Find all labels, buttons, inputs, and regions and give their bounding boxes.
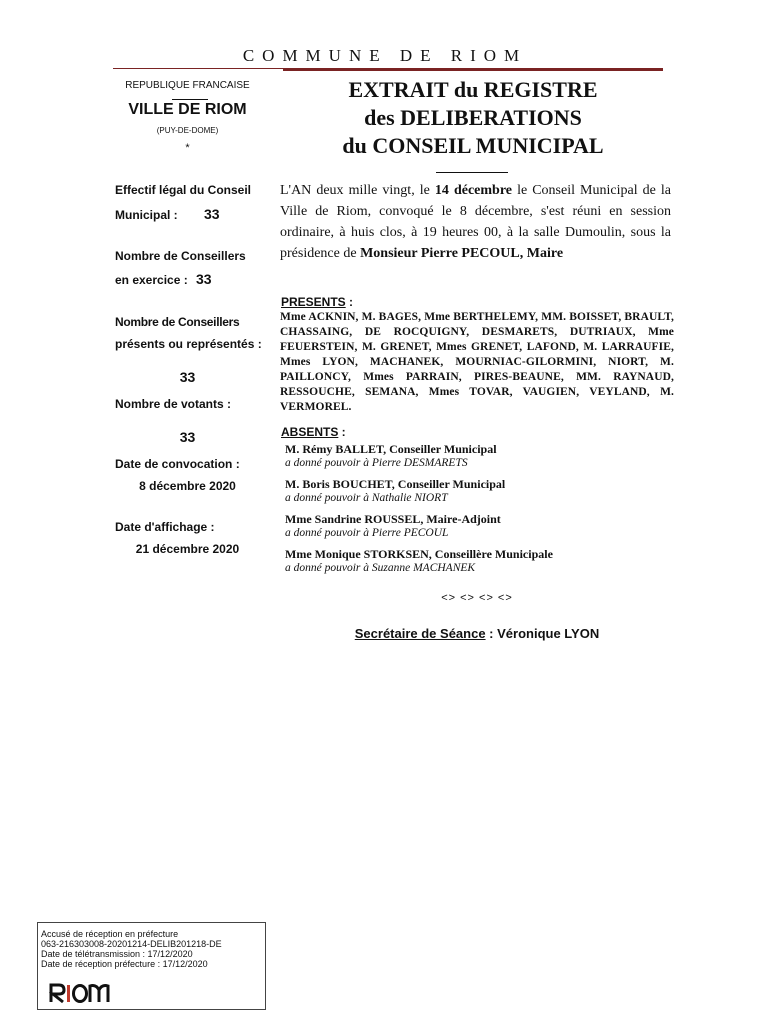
ville-overline [172, 99, 208, 100]
affichage-label: Date d'affichage : [115, 520, 215, 534]
presents-count-label-2: présents ou représentés : [115, 337, 262, 351]
presents-count-label-1: Nombre de Conseillers [115, 315, 240, 329]
presents-list: Mme ACKNIN, M. BAGES, Mme BERTHELEMY, MM. BOISSET, BRAULT, CHASSAING, DE ROCQUIGNY, DESMARETS, DUTRIAUX, Mme FEUERSTEIN, M. GRENET, Mmes GRENET, LAFOND, M. LARRAUFIE, Mmes LYON, MACHANEK, MOURNIAC-GILORMINI, NIORT, M. PAILLONCY, Mmes PARRAIN, PIRES-BEAUNE, MM. RAYNAUD, RESSOUCHE, SEMANA, Mmes TOVAR, VAUGIEN, VEYLAND, M. VERMOREL. [280, 311, 674, 413]
affichage-date: 21 décembre 2020 [135, 542, 240, 556]
presents-colon: : [345, 295, 354, 309]
absents-label: ABSENTS [281, 425, 339, 439]
riom-logo-mark [49, 982, 119, 1004]
absent-item [285, 547, 553, 574]
exercice-value: 33 [196, 271, 212, 287]
session-intro: L'AN deux mille vingt, le [280, 183, 430, 198]
presents-count-value: 33 [179, 369, 196, 385]
ville-title: VILLE DE RIOM [128, 101, 247, 118]
absent-name: Mme Monique STORKSEN, Conseillère Municipale [285, 547, 553, 561]
absent-pouvoir: a donné pouvoir à Pierre PECOUL [285, 527, 449, 539]
effectif-label-2: Municipal : [115, 208, 178, 222]
commune-heading: COMMUNE DE RIOM [242, 46, 528, 65]
effectif-value: 33 [204, 206, 220, 222]
secretaire-label: Secrétaire de Séance [354, 626, 486, 641]
votants-label: Nombre de votants : [115, 397, 232, 411]
exercice-label-1: Nombre de Conseillers [115, 249, 246, 263]
presents-header [281, 293, 353, 311]
session-middle: le Conseil Municipal de la Ville de Riom, convoqué le 8 décembre, s'est réuni en session ordinaire, à huis clos, à 19 heures 00, à la salle Dumoulin, sous la présidence de [280, 183, 671, 261]
extrait-title [283, 76, 663, 160]
departement-label: (PUY-DE-DOME) [156, 126, 219, 135]
header-rule [283, 68, 663, 71]
convocation-date: 8 décembre 2020 [139, 479, 236, 493]
votants-value: 33 [179, 429, 196, 445]
title-underline [436, 172, 508, 173]
absent-item [285, 442, 497, 469]
absent-pouvoir: a donné pouvoir à Suzanne MACHANEK [285, 562, 476, 574]
absent-name: M. Boris BOUCHET, Conseiller Municipal [285, 477, 506, 491]
republique-label: REPUBLIQUE FRANCAISE [125, 80, 250, 91]
secretaire-name: Véronique LYON [497, 626, 600, 641]
session-date: 14 décembre [434, 183, 513, 198]
exercice-label-2: en exercice : [115, 273, 188, 287]
separator-marks: <> <> <> <> [441, 592, 513, 604]
effectif-label-1: Effectif légal du Conseil [115, 183, 252, 197]
session-paragraph [280, 180, 671, 264]
convocation-label: Date de convocation : [115, 457, 240, 471]
absents-colon: : [338, 425, 346, 439]
extrait-line-1: EXTRAIT du REGISTRE [348, 77, 598, 102]
star-mark: * [185, 142, 190, 154]
stamp-line: 063-216303008-20201214-DELIB201218-DE [41, 939, 222, 949]
riom-logo [49, 982, 119, 1004]
stamp-line: Date de télétransmission : 17/12/2020 [41, 949, 193, 959]
absent-name: M. Rémy BALLET, Conseiller Municipal [285, 442, 497, 456]
absents-header [281, 423, 346, 441]
extrait-line-3: du CONSEIL MUNICIPAL [342, 133, 604, 158]
secretaire-line [280, 626, 674, 641]
absent-item [285, 512, 501, 539]
absent-pouvoir: a donné pouvoir à Pierre DESMARETS [285, 457, 468, 469]
absent-pouvoir: a donné pouvoir à Nathalie NIORT [285, 492, 448, 504]
absent-item [285, 477, 505, 504]
header-rule-thin [113, 68, 283, 69]
presents-label: PRESENTS [281, 295, 346, 309]
secretaire-colon: : [485, 626, 498, 641]
extrait-line-2: des DELIBERATIONS [364, 105, 582, 130]
absent-name: Mme Sandrine ROUSSEL, Maire-Adjoint [285, 512, 501, 526]
stamp-line: Accusé de réception en préfecture [41, 929, 179, 939]
stamp-line: Date de réception préfecture : 17/12/2020 [41, 959, 208, 969]
session-president: Monsieur Pierre PECOUL, Maire [360, 246, 564, 261]
